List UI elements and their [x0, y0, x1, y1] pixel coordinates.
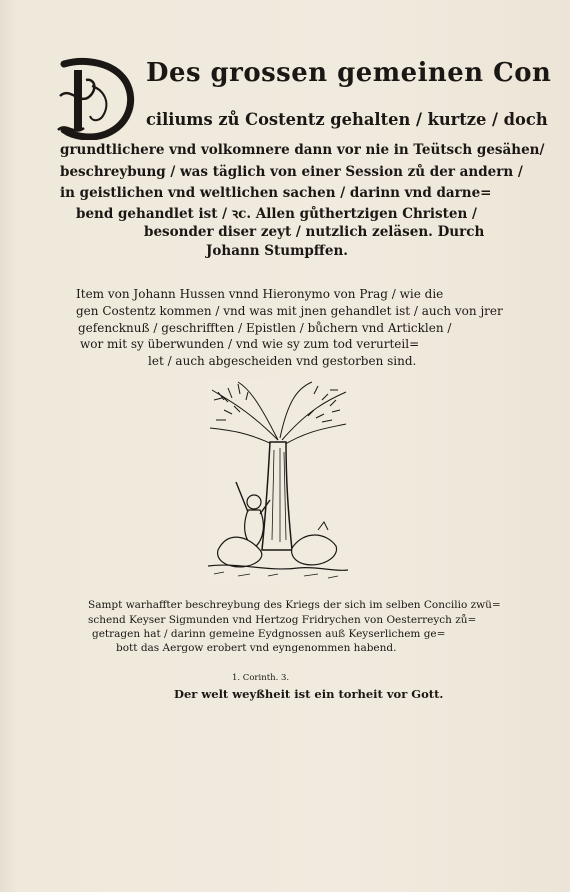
paragraph-line-3: gefencknuß / geschrifften / Epistlen / bůchern vnd Articklen / [78, 321, 452, 335]
title-line-2: ciliums zů Costentz gehalten / kurtze / doch [146, 110, 548, 129]
supplement-line-3: getragen hat / darinn gemeine Eydgnossen auß Keyserlichem ge= [92, 628, 446, 640]
paragraph-line-4: wor mit sy überwunden / vnd wie sy zum tod verurteil= [80, 337, 420, 351]
supplement-line-2: schend Keyser Sigmunden vnd Hertzog Fridrychen von Oesterreych zů= [88, 614, 477, 626]
title-line-6: bend gehandlet ist / ꝛc. Allen gůthertzigen Christen / [76, 206, 477, 222]
supplement-line-4: bott das Aergow erobert vnd eyngenommen habend. [116, 642, 397, 654]
woodcut-illustration [208, 380, 348, 582]
bible-reference: 1. Corinth. 3. [232, 673, 290, 683]
title-line-7: besonder diser zeyt / nutzlich zeläsen. Durch [144, 224, 485, 240]
paragraph-line-2: gen Costentz kommen / vnd was mit jnen gehandlet ist / auch von jrer [76, 304, 503, 318]
paragraph-line-5: let / auch abgescheiden vnd gestorben sind. [148, 354, 417, 368]
title-line-3: grundtlichere vnd volkomnere dann vor nie in Teütsch gesähen/ [60, 142, 545, 158]
motto: Der welt weyßheit ist ein torheit vor Gott. [174, 687, 444, 701]
title-line-1: Des grossen gemeinen Con [146, 58, 552, 88]
title-line-4: beschreybung / was täglich von einer Session zů der andern / [60, 164, 523, 180]
title-line-5: in geistlichen vnd weltlichen sachen / darinn vnd darne= [60, 185, 492, 201]
author-line: Johann Stumpffen. [206, 243, 348, 259]
decorated-initial-d [54, 56, 138, 140]
supplement-line-1: Sampt warhaffter beschreybung des Kriegs der sich im selben Concilio zwü= [88, 599, 501, 611]
paragraph-line-1: Item von Johann Hussen vnnd Hieronymo von Prag / wie die [76, 287, 444, 301]
